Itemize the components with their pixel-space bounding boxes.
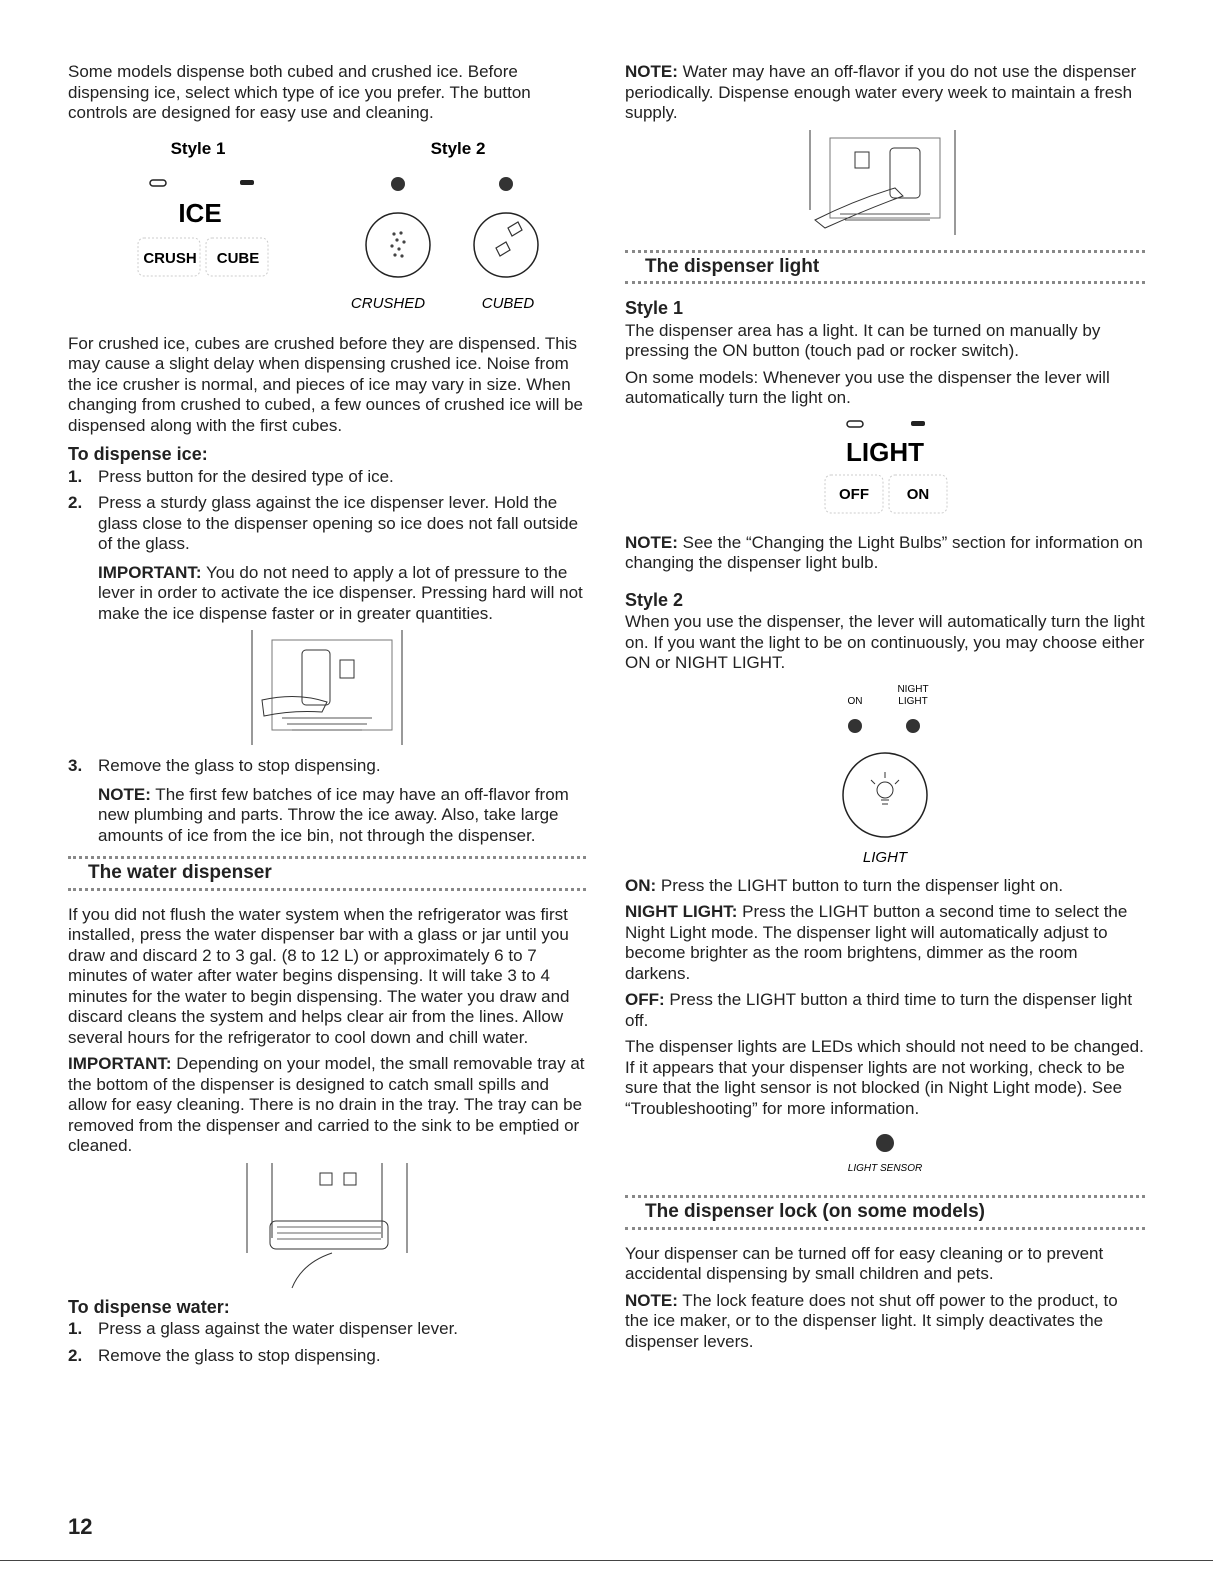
light-controls-style1 — [785, 415, 985, 525]
style1-paragraph-2: On some models: Whenever you use the dispenser the lever will automatically turn the light on. — [625, 367, 1110, 407]
light-sensor-icon — [876, 1134, 894, 1152]
cubed-label: CUBED — [481, 294, 535, 312]
dispense-ice-steps — [68, 467, 586, 625]
light-small-label: LIGHT — [898, 695, 928, 707]
note-label: NOTE: — [98, 784, 151, 804]
style2-heading: Style 2 — [625, 589, 684, 610]
crush-indicator-icon — [150, 180, 166, 186]
dispense-ice-heading: To dispense ice: — [68, 444, 208, 464]
important-label: IMPORTANT: — [98, 562, 202, 582]
on-led-icon — [848, 719, 862, 733]
note2-paragraph: NOTE: See the “Changing the Light Bulbs” section for information on changing the dispenser light bulb. — [625, 532, 1143, 572]
ice-dispenser-illustration — [242, 630, 412, 750]
water-glass-illustration — [795, 130, 975, 240]
dispense-water-heading: To dispense water: — [68, 1296, 230, 1317]
style1-heading: Style 1 — [625, 298, 684, 318]
water-paragraph: If you did not flush the water system when the refrigerator was first installed, press the water dispenser bar with a glass or jar until you draw and discard 2 to 3 gal. (8 to 12 L) or approximately 6 to 7 minutes of water after water begins dispensing. It will take 3 to 4 minutes for the water to begin dispensing. The water you draw and discard cleans the system and helps clear air from the lines. Allow several hours for the refrigerator to cool down and chill water. — [68, 904, 570, 1047]
note-paragraph: NOTE: Water may have an off-flavor if you do not use the dispenser periodically. Dispense enough water every week to maintain a fresh supply. — [625, 62, 1137, 122]
night-light-led-icon — [906, 719, 920, 733]
light-label: LIGHT — [846, 436, 924, 467]
on-definition: ON: Press the LIGHT button to turn the dispenser light on. — [625, 875, 1064, 895]
crushed-label: CRUSHED — [350, 294, 426, 312]
style2-label: Style 2 — [430, 138, 486, 158]
list-item: 2. Remove the glass to stop dispensing. — [68, 1345, 381, 1365]
crushed-led-icon — [391, 177, 405, 191]
list-item: 1. Press button for the desired type of ice. — [68, 466, 394, 486]
note3-paragraph: NOTE: The lock feature does not shut off power to the product, to the ice maker, or to the dispenser light. It simply deactivates the dispenser levers. — [625, 1290, 1118, 1351]
night-light-definition: NIGHT LIGHT: Press the LIGHT button a second time to select the Night Light mode. The dispenser light will automatically adjust to become brighter as the room brightens, dimmer as the room darkens. — [625, 902, 1128, 983]
dispense-ice-steps-cont — [68, 756, 586, 846]
dispenser-light-heading: The dispenser light — [625, 250, 1145, 285]
lock-paragraph: Your dispenser can be turned off for easy cleaning or to prevent accidental dispensing by small children and pets. — [625, 1243, 1104, 1283]
cube-indicator-icon — [240, 180, 254, 185]
on-label: ON — [906, 485, 930, 503]
crushed-paragraph: For crushed ice, cubes are crushed before they are dispensed. This may cause a slight delay when dispensing crushed ice. Noise from the ice crusher is normal, and pieces of ice may vary in size. When changing from crushed to cubed, a few ounces of crushed ice will be dispensed along with the first cubes. — [68, 333, 584, 435]
right-column — [625, 62, 1145, 1358]
left-column — [68, 62, 586, 1372]
dispenser-lock-heading: The dispenser lock (on some models) — [625, 1195, 1145, 1230]
ice-label: ICE — [178, 197, 222, 228]
water-dispenser-illustration — [242, 1163, 412, 1293]
page-number: 12 — [68, 1514, 93, 1539]
night-small-label: NIGHT — [897, 683, 929, 695]
off-definition: OFF: Press the LIGHT button a third time to turn the dispenser light off. — [625, 990, 1133, 1030]
light-button-icon — [843, 753, 927, 837]
crushed-button-icon — [366, 213, 430, 277]
light-curved-label: LIGHT — [862, 848, 908, 866]
water-dispenser-heading: The water dispenser — [68, 856, 586, 891]
cubed-led-icon — [499, 177, 513, 191]
on-small-label: ON — [847, 695, 863, 707]
list-item: 1. Press a glass against the water dispenser lever. — [68, 1319, 459, 1338]
style1-paragraph-1: The dispenser area has a light. It can be turned on manually by pressing the ON button (touch pad or rocker switch). — [625, 320, 1101, 360]
light-sensor-figure — [835, 1125, 935, 1185]
off-label: OFF — [839, 485, 869, 503]
off-indicator-icon — [847, 421, 863, 427]
crush-label: CRUSH — [143, 249, 197, 267]
list-item: 2. Press a sturdy glass against the ice dispenser lever. Hold the glass close to the dispenser opening so ice does not fall outside of the glass. IMPORTANT: You do not need to apply a lot of pressure to the lever in order to activate the ice dispenser. Pressing hard will not make the ice dispense faster or in greater quantities. — [68, 493, 583, 623]
cubed-button-icon — [474, 213, 538, 277]
light-sensor-label: LIGHT SENSOR — [847, 1163, 923, 1174]
light-controls-style2 — [815, 680, 955, 870]
ice-controls-figure — [68, 130, 586, 320]
on-indicator-icon — [911, 421, 925, 426]
bulb-icon — [877, 782, 893, 798]
list-item: 3. Remove the glass to stop dispensing. NOTE: The first few batches of ice may have an off-flavor from new plumbing and parts. Throw the ice away. Also, take large amounts of ice from the ice bin, not through the dispenser. — [68, 756, 569, 845]
intro-paragraph: Some models dispense both cubed and crushed ice. Before dispensing ice, select which type of ice you prefer. The button controls are designed for easy use and cleaning. — [68, 62, 531, 122]
footer-rule — [0, 1560, 1213, 1561]
style1-label: Style 1 — [170, 138, 226, 158]
style2-paragraph: When you use the dispenser, the lever will automatically turn the light on. If you want the light to be on continuously, you may choose either ON or NIGHT LIGHT. — [625, 612, 1145, 672]
dispense-water-steps — [68, 1319, 586, 1366]
led-paragraph: The dispenser lights are LEDs which should not need to be changed. If it appears that your dispenser lights are not working, check to be sure that the light sensor is not blocked (in Night Light mode). See “Troubleshooting” for more information. — [625, 1037, 1144, 1118]
cube-label: CUBE — [216, 249, 260, 267]
important-paragraph: IMPORTANT: Depending on your model, the small removable tray at the bottom of the dispenser is designed to catch small spills and allow for easy cleaning. There is no drain in the tray. The tray can be removed from the dispenser and carried to the sink to be emptied or cleaned. — [68, 1054, 585, 1155]
